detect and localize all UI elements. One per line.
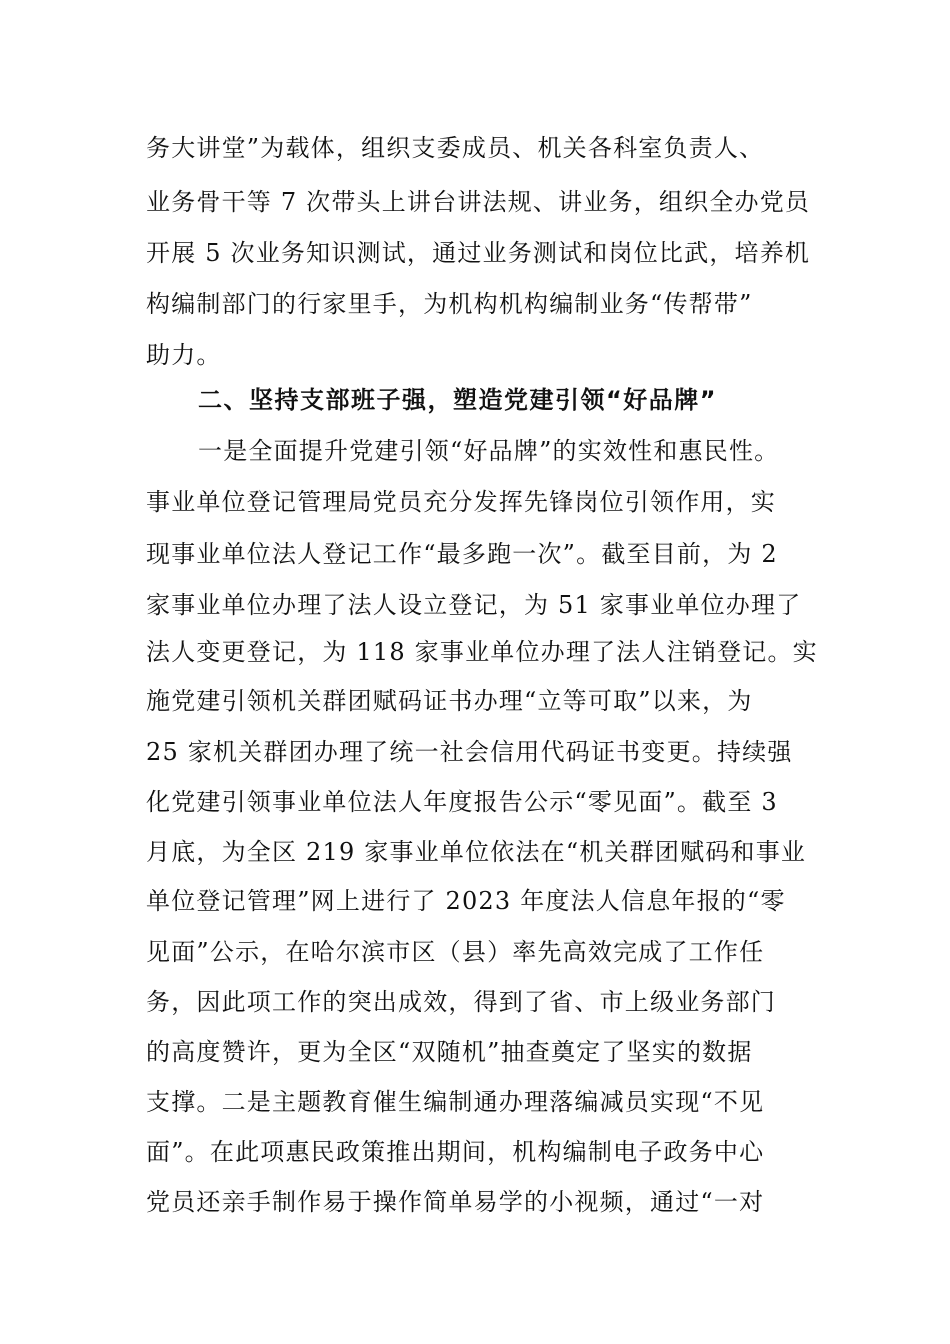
text-line: 现事业单位法人登记工作“最多跑一次”。截至目前，为 2 bbox=[146, 540, 778, 568]
text-line: 家事业单位办理了法人设立登记，为 51 家事业单位办理了 bbox=[146, 591, 802, 619]
text-line: 务，因此项工作的突出成效，得到了省、市上级业务部门 bbox=[146, 988, 776, 1016]
text-line: 面”。在此项惠民政策推出期间，机构编制电子政务中心 bbox=[146, 1138, 765, 1166]
text-line: 助力。 bbox=[146, 341, 222, 369]
text-line: 见面”公示，在哈尔滨市区（县）率先高效完成了工作任 bbox=[146, 938, 765, 966]
text-line: 事业单位登记管理局党员充分发挥先锋岗位引领作用，实 bbox=[146, 488, 776, 516]
text-line: 单位登记管理”网上进行了 2023 年度法人信息年报的“零 bbox=[146, 887, 786, 915]
text-line: 月底，为全区 219 家事业单位依法在“机关群团赋码和事业 bbox=[146, 838, 807, 866]
text-line: 一是全面提升党建引领“好品牌”的实效性和惠民性。 bbox=[198, 437, 780, 465]
section-heading: 二、坚持支部班子强，塑造党建引领“好品牌” bbox=[198, 386, 718, 414]
text-line: 构编制部门的行家里手，为机构机构编制业务“传帮带” bbox=[146, 290, 753, 318]
text-line: 化党建引领事业单位法人年度报告公示“零见面”。截至 3 bbox=[146, 788, 778, 816]
text-line: 施党建引领机关群团赋码证书办理“立等可取”以来，为 bbox=[146, 687, 753, 715]
text-line: 的高度赞许，更为全区“双随机”抽查奠定了坚实的数据 bbox=[146, 1038, 753, 1066]
text-line: 开展 5 次业务知识测试，通过业务测试和岗位比武，培养机 bbox=[146, 239, 811, 267]
text-line: 业务骨干等 7 次带头上讲台讲法规、讲业务，组织全办党员 bbox=[146, 188, 811, 216]
text-line: 支撑。二是主题教育催生编制通办理落编减员实现“不见 bbox=[146, 1088, 765, 1116]
text-line: 法人变更登记，为 118 家事业单位办理了法人注销登记。实 bbox=[146, 638, 818, 666]
text-line: 务大讲堂”为载体，组织支委成员、机关各科室负责人、 bbox=[146, 134, 765, 162]
text-line: 25 家机关群团办理了统一社会信用代码证书变更。持续强 bbox=[146, 738, 793, 766]
text-line: 党员还亲手制作易于操作简单易学的小视频，通过“一对 bbox=[146, 1188, 765, 1216]
